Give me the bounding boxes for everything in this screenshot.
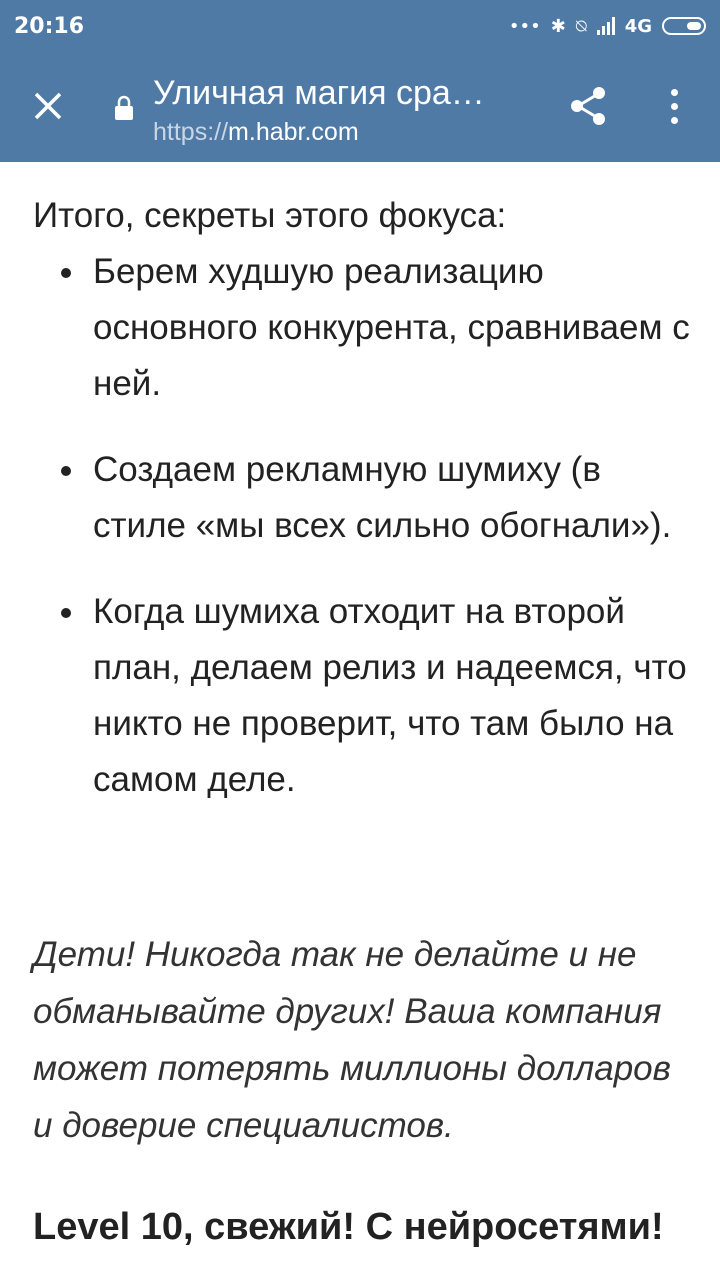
list-item: [33, 442, 693, 554]
status-icons: [509, 16, 706, 37]
overflow-menu-button[interactable]: [650, 80, 698, 132]
page-url[interactable]: [153, 118, 359, 147]
bullet-icon: [61, 608, 71, 618]
status-bar: [0, 0, 720, 52]
section-heading: Level 10, свежий! С нейросетями!: [33, 1206, 664, 1248]
close-icon: [33, 91, 63, 121]
status-time: 20:16: [14, 13, 85, 39]
url-protocol: https://: [153, 118, 229, 146]
share-icon: [567, 85, 609, 127]
lock-icon: [114, 94, 134, 122]
page-title[interactable]: Уличная магия сра…: [153, 74, 485, 112]
bullet-icon: [61, 268, 71, 278]
bluetooth-icon: ✱: [550, 15, 566, 37]
close-button[interactable]: [22, 80, 74, 132]
menu-dot-icon: [671, 89, 678, 96]
battery-icon: [662, 17, 706, 35]
signal-icon: [597, 17, 615, 35]
bullet-icon: [61, 466, 71, 476]
bullet-list: [33, 244, 693, 808]
share-button[interactable]: [562, 80, 614, 132]
alarm-off-icon: ⍉: [575, 15, 587, 37]
browser-toolbar: [0, 52, 720, 162]
menu-dot-icon: [671, 103, 678, 110]
list-item-text: Создаем рекламную шумиху (в стиле «мы всех сильно обогнали»).: [93, 450, 672, 545]
dots-icon: •••: [508, 15, 541, 37]
list-item: [33, 584, 693, 808]
network-type: 4G: [624, 15, 652, 37]
list-item: [33, 244, 693, 412]
italic-note: Дети! Никогда так не делайте и не обманывайте других! Ваша компания может потерять миллионы долларов и доверие специалистов.: [33, 935, 671, 1145]
menu-dot-icon: [671, 117, 678, 124]
article-body: [33, 188, 693, 838]
url-host: m.habr.com: [228, 118, 359, 146]
list-item-text: Когда шумиха отходит на второй план, делаем релиз и надеемся, что никто не проверит, что там было на самом деле.: [93, 592, 687, 799]
list-item-text: Берем худшую реализацию основного конкурента, сравниваем с ней.: [93, 252, 690, 403]
article-intro: Итого, секреты этого фокуса:: [33, 196, 507, 235]
